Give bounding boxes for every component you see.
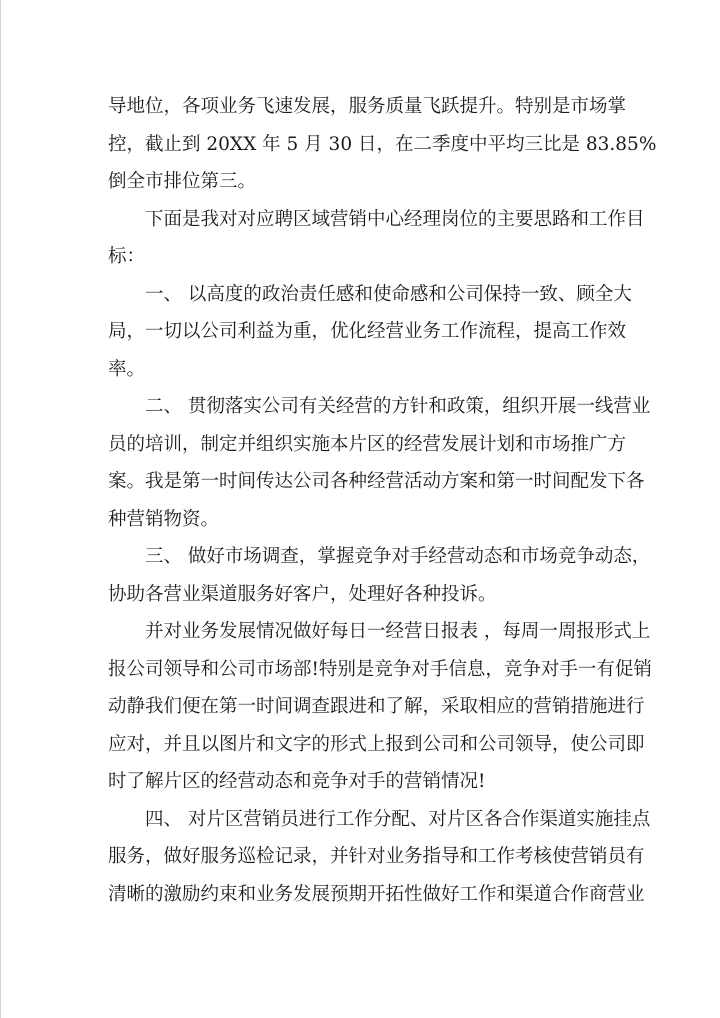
text-line: 服务，做好服务巡检记录，并针对业务指导和工作考核使营销员有 xyxy=(108,846,645,867)
text-line: 动静我们便在第一时间调查跟进和了解，采取相应的营销措施进行 xyxy=(108,696,645,717)
text-line: 清晰的激励约束和业务发展预期开拓性做好工作和渠道合作商营业 xyxy=(108,883,645,905)
paragraph-start-line: 下面是我对对应聘区域营销中心经理岗位的主要思路和工作目 xyxy=(145,208,645,230)
text-line: 协助各营业渠道服务好客户，处理好各种投诉。 xyxy=(108,583,497,605)
text-line: 应对，并且以图片和文字的形式上报到公司和公司领导，使公司即 xyxy=(108,733,645,755)
text-line: 员的培训，制定并组织实施本片区的经营发展计划和市场推广方 xyxy=(108,433,627,455)
text-line: 局，一切以公司利益为重，优化经营业务工作流程，提高工作效 xyxy=(108,321,627,342)
text-line: 标： xyxy=(108,246,146,267)
paragraph-start-line: 三、 做好市场调查，掌握竞争对手经营动态和市场竞争动态， xyxy=(145,546,651,567)
document-body xyxy=(108,92,657,917)
page-left-edge xyxy=(0,0,1,1018)
text-line: 倒全市排位第三。 xyxy=(108,171,257,192)
paragraph-start-line: 并对业务发展情况做好每日一经营日报表 ，每周一周报形式上 xyxy=(145,621,651,642)
text-line: 率。 xyxy=(108,358,146,380)
text-line: 导地位，各项业务飞速发展，服务质量飞跃提升。特别是市场掌 xyxy=(108,96,627,117)
paragraph-start-line: 四、 对片区营销员进行工作分配、对片区各合作渠道实施挂点 xyxy=(145,808,651,830)
paragraph-start-line: 二、 贯彻落实公司有关经营的方针和政策，组织开展一线营业 xyxy=(145,396,651,417)
text-line: 种营销物资。 xyxy=(108,508,220,530)
text-line: 时了解片区的经营动态和竞争对手的营销情况! xyxy=(108,771,486,792)
text-line: 控，截止到 20XX 年 5 月 30 日，在二季度中平均三比是 83.85% xyxy=(108,133,657,155)
text-line: 案。我是第一时间传达公司各种经营活动方案和第一时间配发下各 xyxy=(108,471,645,492)
text-line: 报公司领导和公司市场部!特别是竞争对手信息，竞争对手一有促销 xyxy=(108,658,652,680)
paragraph-start-line: 一、 以高度的政治责任感和使命感和公司保持一致、顾全大 xyxy=(145,283,632,305)
